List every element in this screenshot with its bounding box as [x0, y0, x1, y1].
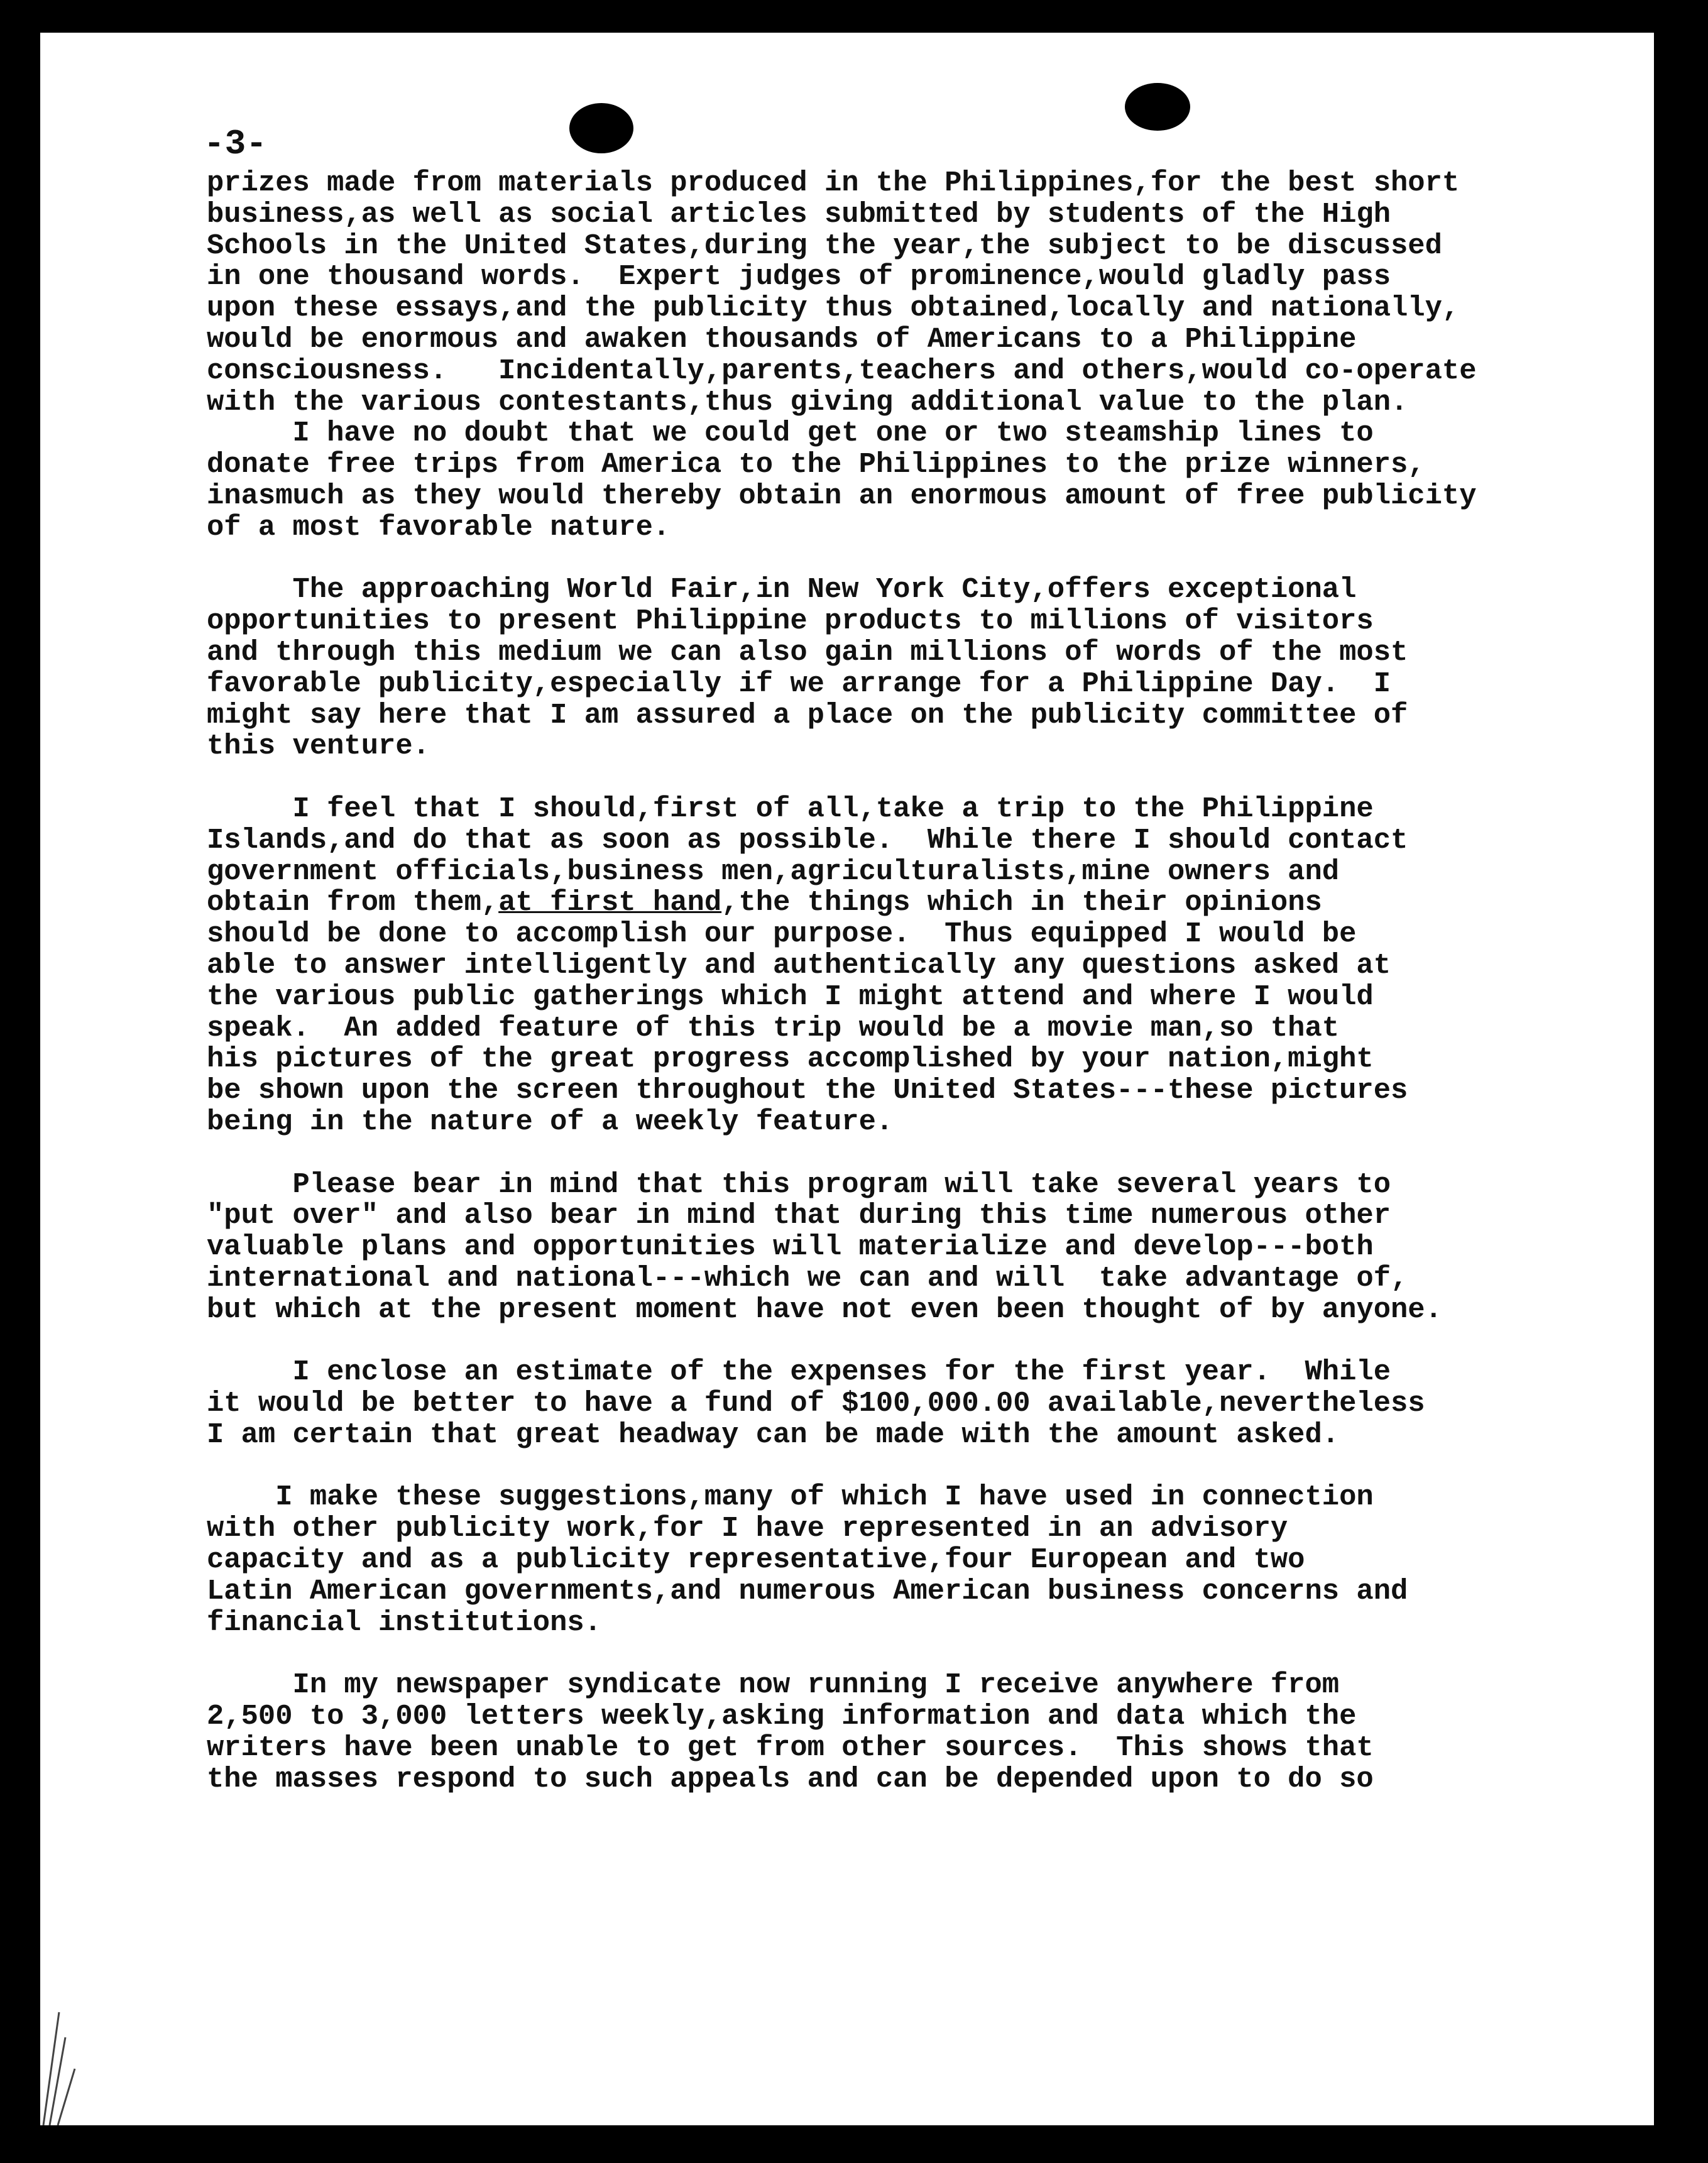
page-edge-scratch — [40, 2000, 90, 2125]
text-line: the various public gatherings which I might attend and where I would — [207, 980, 1374, 1013]
paragraph-philippine-trip — [207, 794, 1652, 1138]
text-line: Schools in the United States,during the year,the subject to be discussed — [207, 229, 1442, 262]
page-number: -3- — [204, 124, 267, 164]
text-line: inasmuch as they would thereby obtain an enormous amount of free publicity — [207, 479, 1477, 512]
text-line: consciousness. Incidentally,parents,teachers and others,would co-operate — [207, 354, 1477, 387]
text-line: and through this medium we can also gain millions of words of the most — [207, 635, 1408, 669]
text-line: "put over" and also bear in mind that during this time numerous other — [207, 1199, 1391, 1232]
text-line-with-underline — [207, 887, 1652, 919]
text-line: writers have been unable to get from other sources. This shows that — [207, 1731, 1374, 1764]
text-line: business,as well as social articles submitted by students of the High — [207, 197, 1391, 231]
text-line: government officials,business men,agriculturalists,mine owners and — [207, 855, 1340, 888]
paragraph-essay-contest — [207, 168, 1652, 418]
text-line: international and national---which we can and will take advantage of, — [207, 1261, 1408, 1295]
underlined-phrase: at first hand — [498, 886, 722, 919]
text-line: I enclose an estimate of the expenses for the first year. While — [207, 1355, 1391, 1389]
text-line: it would be better to have a fund of $100,000.00 available,nevertheless — [207, 1387, 1425, 1420]
text-line: able to answer intelligently and authentically any questions asked at — [207, 948, 1391, 982]
text-line: valuable plans and opportunities will materialize and develop---both — [207, 1230, 1374, 1264]
text-line: Islands,and do that as soon as possible. While there I should contact — [207, 823, 1408, 857]
text-line: In my newspaper syndicate now running I receive anywhere from — [207, 1668, 1340, 1702]
text-line: 2,500 to 3,000 letters weekly,asking information and data which the — [207, 1700, 1357, 1733]
text-line: The approaching World Fair,in New York City,offers exceptional — [207, 573, 1357, 606]
text-line: in one thousand words. Expert judges of prominence,would gladly pass — [207, 260, 1391, 293]
text-segment: ,the things which in their opinions — [721, 886, 1322, 919]
text-line: I am certain that great headway can be made with the amount asked. — [207, 1418, 1340, 1451]
paragraph-program-years — [207, 1169, 1652, 1326]
document-page — [40, 33, 1654, 2125]
text-line: Latin American governments,and numerous American business concerns and — [207, 1574, 1408, 1607]
text-segment: obtain from them, — [207, 886, 499, 919]
text-line: his pictures of the great progress accomplished by your nation,might — [207, 1043, 1374, 1076]
text-line: should be done to accomplish our purpose. Thus equipped I would be — [207, 917, 1357, 951]
punch-hole-left — [569, 103, 633, 153]
text-line: opportunities to present Philippine products to millions of visitors — [207, 605, 1374, 638]
text-line: be shown upon the screen throughout the United States---these pictures — [207, 1074, 1408, 1107]
paragraph-world-fair — [207, 574, 1652, 762]
letter-body — [207, 168, 1652, 1795]
text-line: upon these essays,and the publicity thus obtained,locally and nationally, — [207, 292, 1460, 325]
text-line: but which at the present moment have not even been thought of by anyone. — [207, 1293, 1442, 1326]
text-line: this venture. — [207, 730, 430, 763]
text-line: I make these suggestions,many of which I have used in connection — [207, 1481, 1374, 1514]
text-line: being in the nature of a weekly feature. — [207, 1105, 894, 1138]
text-line: capacity and as a publicity representative,four European and two — [207, 1543, 1305, 1577]
text-line: of a most favorable nature. — [207, 510, 671, 544]
text-line: I feel that I should,first of all,take a trip to the Philippine — [207, 792, 1374, 825]
text-line: might say here that I am assured a place on the publicity committee of — [207, 698, 1408, 731]
text-line: Please bear in mind that this program will take several years to — [207, 1168, 1391, 1201]
paragraph-newspaper-syndicate — [207, 1670, 1652, 1795]
paragraph-suggestions — [207, 1482, 1652, 1638]
paragraph-expense-estimate — [207, 1357, 1652, 1450]
text-line: financial institutions. — [207, 1606, 602, 1639]
text-line: favorable publicity,especially if we arrange for a Philippine Day. I — [207, 667, 1391, 700]
text-line: speak. An added feature of this trip would be a movie man,so that — [207, 1011, 1340, 1044]
paragraph-steamship — [207, 418, 1652, 543]
text-line: with the various contestants,thus giving additional value to the plan. — [207, 385, 1408, 419]
text-line: would be enormous and awaken thousands of Americans to a Philippine — [207, 322, 1357, 356]
text-line: I have no doubt that we could get one or two steamship lines to — [207, 417, 1374, 450]
text-line: prizes made from materials produced in the Philippines,for the best short — [207, 167, 1460, 199]
punch-hole-right — [1125, 83, 1190, 131]
text-line: the masses respond to such appeals and can be depended upon to do so — [207, 1762, 1374, 1795]
text-line: donate free trips from America to the Philippines to the prize winners, — [207, 448, 1425, 481]
text-line: with other publicity work,for I have represented in an advisory — [207, 1512, 1288, 1545]
